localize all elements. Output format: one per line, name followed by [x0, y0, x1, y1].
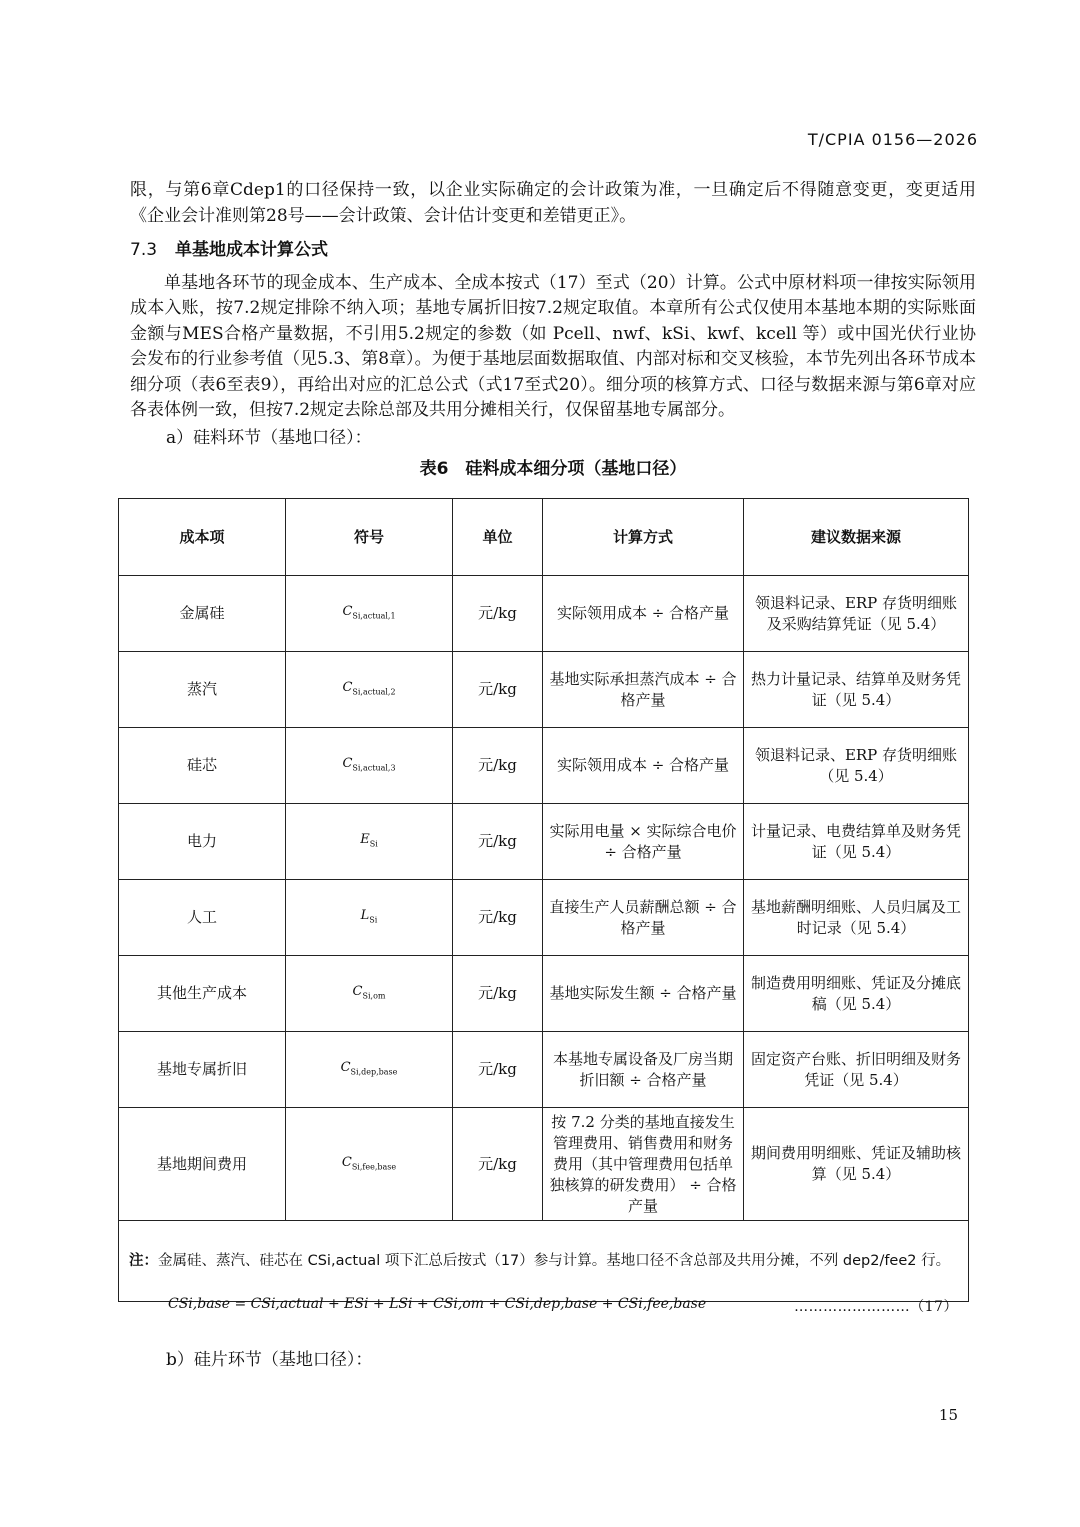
cell-symbol: $C_{Si,actual,3}$ [286, 728, 453, 804]
cell-method: 实际用电量 × 实际综合电价 ÷ 合格产量 [543, 804, 744, 880]
cell-source: 热力计量记录、结算单及财务凭证（见 5.4） [744, 652, 969, 728]
cell-source: 领退料记录、ERP 存货明细账（见 5.4） [744, 728, 969, 804]
cell-symbol: $E_{Si}$ [286, 804, 453, 880]
cell-symbol: $C_{Si,actual,1}$ [286, 576, 453, 652]
formula-number: ……………………（17） [794, 1299, 958, 1315]
table-row [119, 804, 969, 880]
note-label: 注： [129, 1253, 158, 1269]
table-row [119, 1108, 969, 1221]
cell-source: 制造费用明细账、凭证及分摊底稿（见 5.4） [744, 956, 969, 1032]
cell-symbol: $L_{Si}$ [286, 880, 453, 956]
cell-unit: 元/kg [453, 804, 543, 880]
table-row [119, 652, 969, 728]
cell-symbol: $C_{Si,dep,base}$ [286, 1032, 453, 1108]
cell-method: 直接生产人员薪酬总额 ÷ 合格产量 [543, 880, 744, 956]
cell-item: 电力 [119, 804, 286, 880]
table-row [119, 880, 969, 956]
cell-source: 基地薪酬明细账、人员归属及工时记录（见 5.4） [744, 880, 969, 956]
table-row [119, 956, 969, 1032]
cell-item: 硅芯 [119, 728, 286, 804]
cell-symbol: $C_{Si,actual,2}$ [286, 652, 453, 728]
cell-method: 实际领用成本 ÷ 合格产量 [543, 576, 744, 652]
cell-unit: 元/kg [453, 652, 543, 728]
cell-item: 人工 [119, 880, 286, 956]
cell-unit: 元/kg [453, 956, 543, 1032]
header-method: 计算方式 [543, 499, 744, 576]
cell-item: 其他生产成本 [119, 956, 286, 1032]
table-header-row [119, 499, 969, 576]
cell-source: 计量记录、电费结算单及财务凭证（见 5.4） [744, 804, 969, 880]
cell-unit: 元/kg [453, 576, 543, 652]
section-heading [130, 238, 976, 264]
section-title: 单基地成本计算公式 [175, 240, 329, 260]
formula-expression: CSi,base = CSi,actual + ESi + LSi + CSi,om + CSi,dep,base + CSi,fee,base [168, 1296, 707, 1312]
cell-source: 领退料记录、ERP 存货明细账及采购结算凭证（见 5.4） [744, 576, 969, 652]
cell-symbol: $C_{Si,om}$ [286, 956, 453, 1032]
cell-method: 按 7.2 分类的基地直接发生管理费用、销售费用和财务费用（其中管理费用包括单独核算的研发费用） ÷ 合格产量 [543, 1108, 744, 1221]
cell-item: 基地期间费用 [119, 1108, 286, 1221]
cell-method: 本基地专属设备及厂房当期折旧额 ÷ 合格产量 [543, 1032, 744, 1108]
section-number: 7.3 [130, 240, 158, 260]
cell-item: 蒸汽 [119, 652, 286, 728]
intro-paragraph: 限，与第6章Cdep1的口径保持一致，以企业实际确定的会计政策为准，一旦确定后不得随意变更，变更适用《企业会计准则第28号——会计政策、会计估计变更和差错更正》。 [130, 180, 976, 226]
cell-item: 基地专属折旧 [119, 1032, 286, 1108]
header-item: 成本项 [119, 499, 286, 576]
cost-breakdown-table [118, 498, 969, 1302]
body-text [130, 178, 976, 486]
header-unit: 单位 [453, 499, 543, 576]
formula-17 [168, 1296, 958, 1315]
cell-unit: 元/kg [453, 728, 543, 804]
cell-symbol: $C_{Si,fee,base}$ [286, 1108, 453, 1221]
cell-method: 实际领用成本 ÷ 合格产量 [543, 728, 744, 804]
list-item-b: b）硅片环节（基地口径）： [166, 1350, 373, 1370]
header-source: 建议数据来源 [744, 499, 969, 576]
section-paragraph: 单基地各环节的现金成本、生产成本、全成本按式（17）至式（20）计算。公式中原材料项一律按实际领用成本入账，按7.2规定排除不纳入项；基地专属折旧按7.2规定取值。本章所有公式仅使用本基地本期的实际账面金额与MES合格产量数据，不引用5.2规定的参数（如 Pcell、nwf、kSi、kwf、kcell 等）或中国光伏行业协会发布的行业参考值（见5.3、第8章）。为便于基地层面数据取值、内部对标和交叉核验，本节先列出各环节成本细分项（表6至表9），再给出对应的汇总公式（式17至式20）。细分项的核算方式、口径与数据来源与第6章对应各表体例一致，但按7.2规定去除总部及共用分摊相关行，仅保留基地专属部分。 [130, 272, 976, 420]
cell-source: 期间费用明细账、凭证及辅助核算（见 5.4） [744, 1108, 969, 1221]
cell-source: 固定资产台账、折旧明细及财务凭证（见 5.4） [744, 1032, 969, 1108]
page-number: 15 [938, 1406, 958, 1424]
table-row [119, 728, 969, 804]
table-row [119, 576, 969, 652]
document-code: T/CPIA 0156—2026 [807, 130, 978, 149]
list-item-a: a）硅料环节（基地口径）： [166, 427, 372, 448]
table-caption: 表6 硅料成本细分项（基地口径） [419, 459, 687, 479]
table-row [119, 1032, 969, 1108]
note-text: 金属硅、蒸汽、硅芯在 CSi,actual 项下汇总后按式（17）参与计算。基地口径不含总部及共用分摊，不列 dep2/fee2 行。 [158, 1253, 951, 1269]
table-note-row [119, 1221, 969, 1302]
cell-unit: 元/kg [453, 1032, 543, 1108]
header-symbol: 符号 [286, 499, 453, 576]
table-note [119, 1221, 969, 1302]
cell-item: 金属硅 [119, 576, 286, 652]
cell-unit: 元/kg [453, 880, 543, 956]
cell-unit: 元/kg [453, 1108, 543, 1221]
cell-method: 基地实际发生额 ÷ 合格产量 [543, 956, 744, 1032]
cell-method: 基地实际承担蒸汽成本 ÷ 合格产量 [543, 652, 744, 728]
